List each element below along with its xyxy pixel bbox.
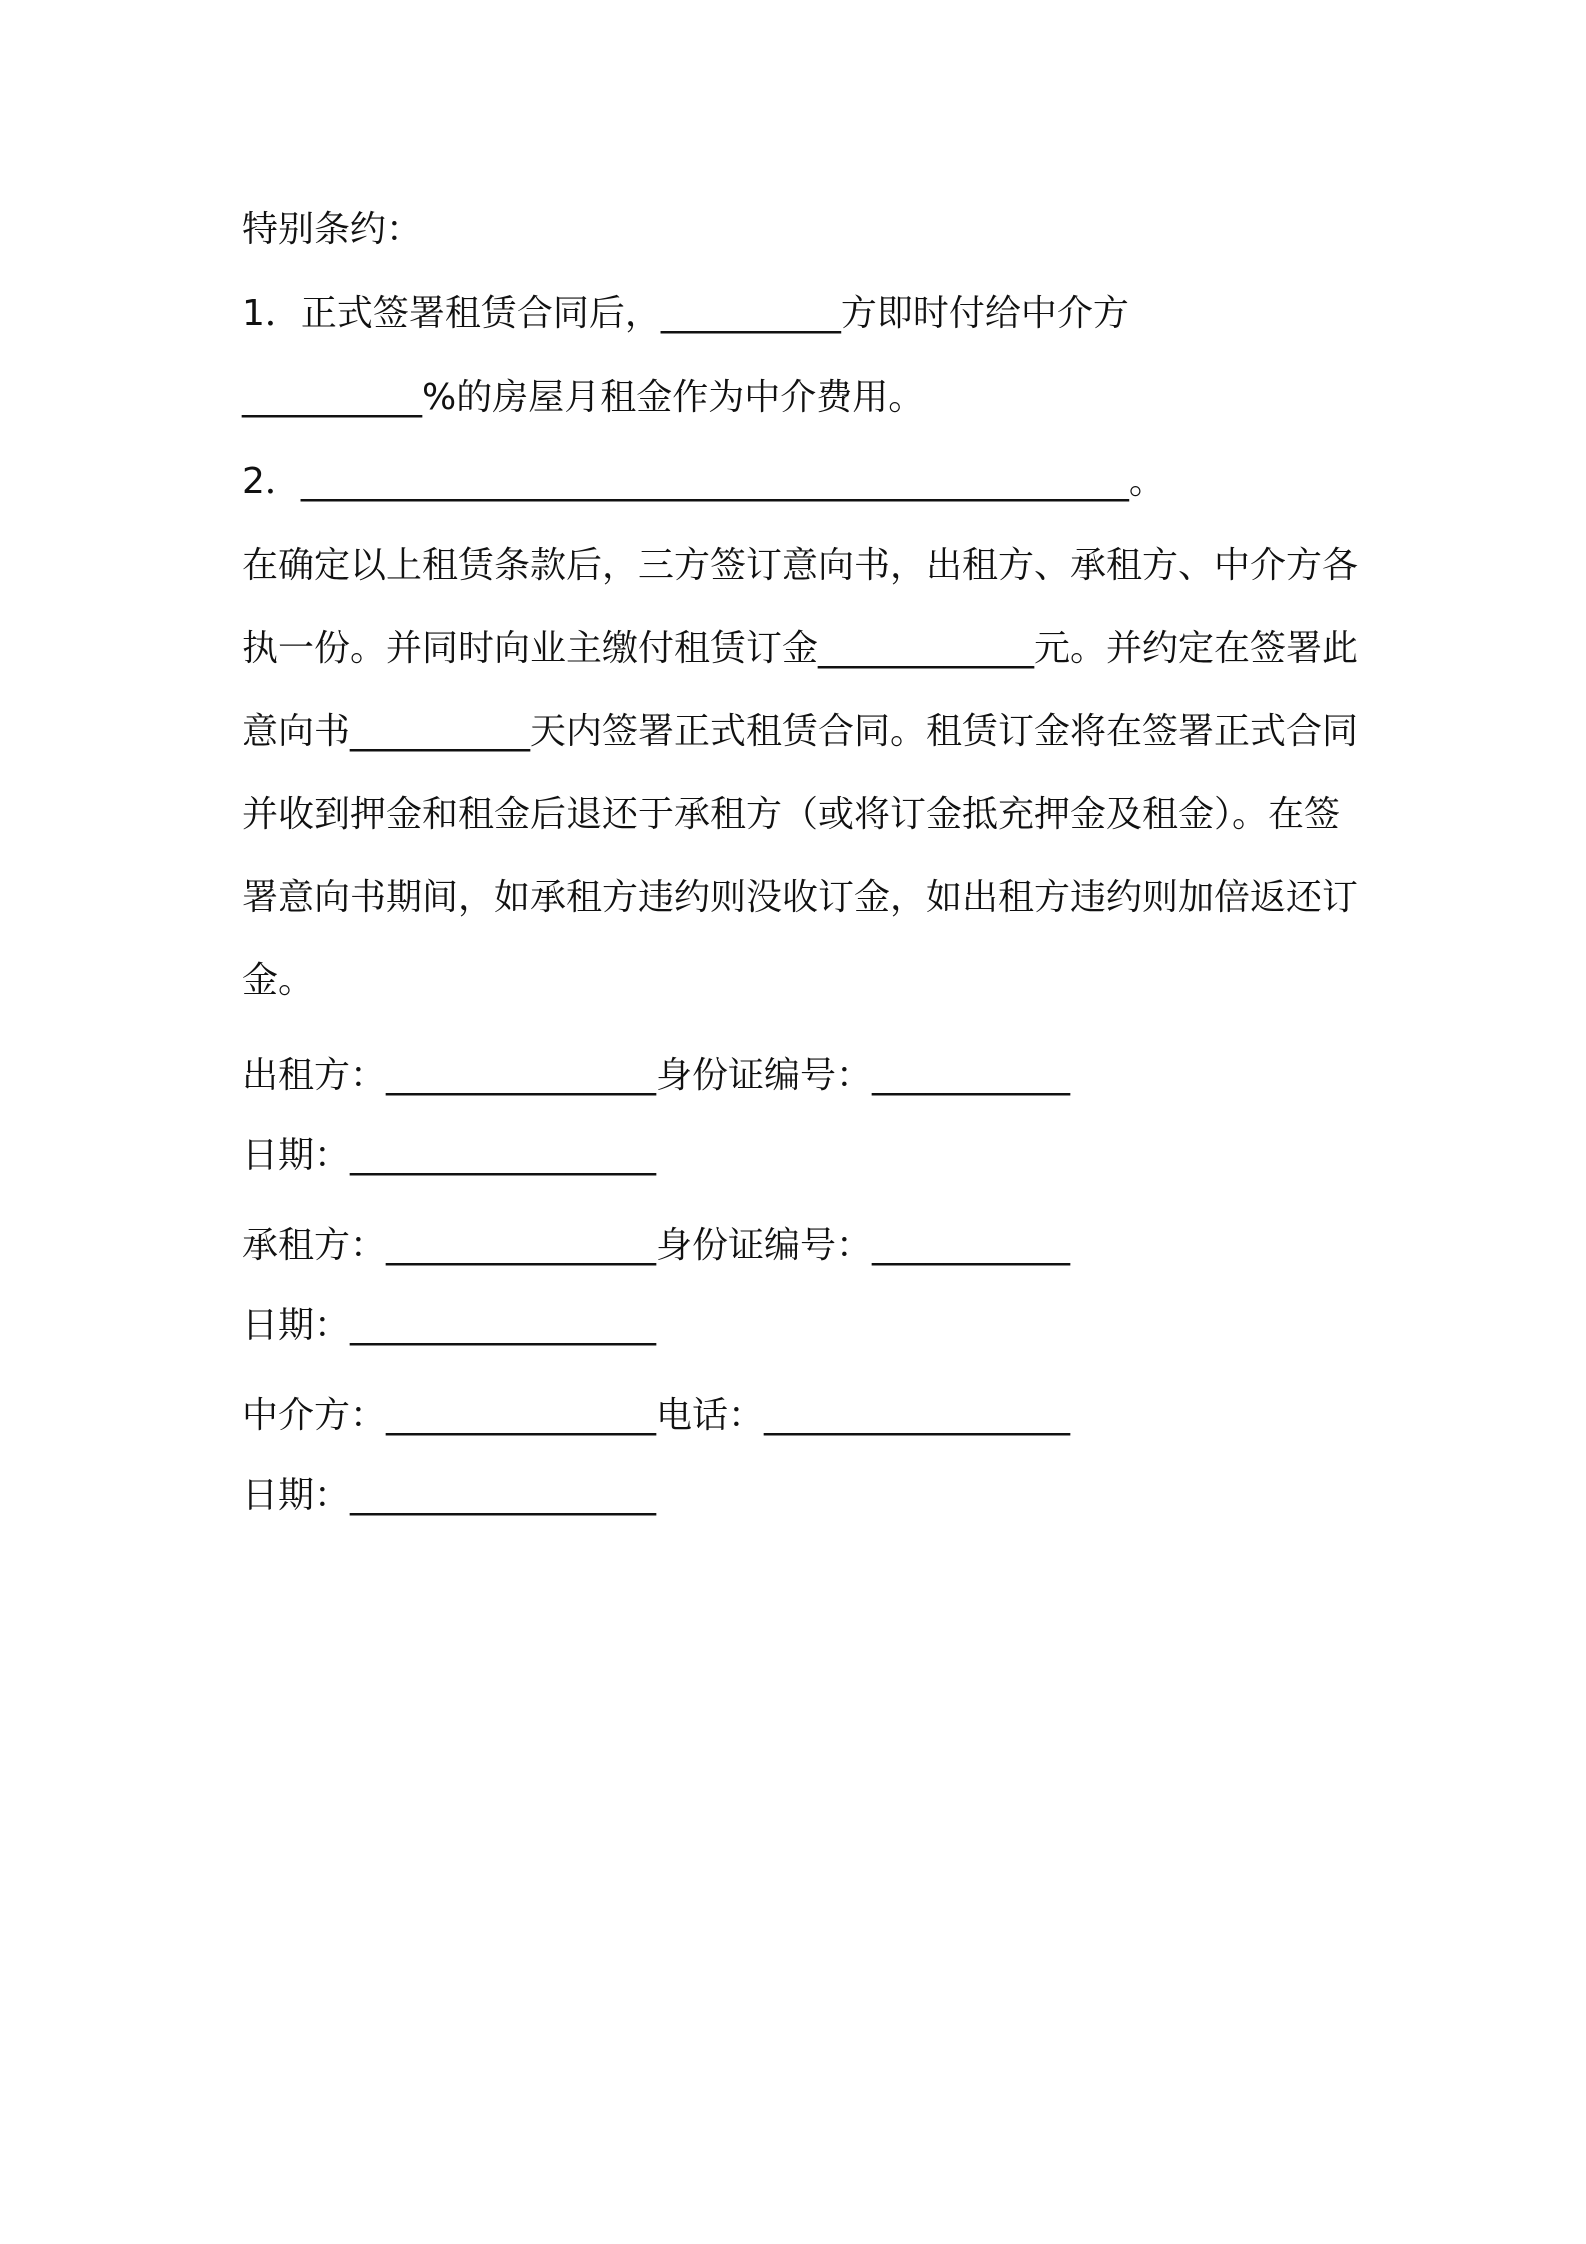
lessor-date-line: 日期：_________________ xyxy=(242,1135,657,1176)
clause-1-line-2: __________%的房屋月租金作为中介费用。 xyxy=(242,377,925,418)
lessee-date-line: 日期：_________________ xyxy=(242,1305,657,1346)
clause-2: 2．______________________________________________。 xyxy=(242,461,1165,502)
agent-signature-line: 中介方：_______________电话：_________________ xyxy=(242,1395,1071,1436)
lessee-signature-line: 承租方：_______________身份证编号：___________ xyxy=(242,1225,1071,1266)
deposit-paragraph: 在确定以上租赁条款后，三方签订意向书，出租方、承租方、中介方各执一份。并同时向业主缴付租赁订金____________元。并约定在签署此意向书__________天内签署正式租赁合同。租赁订金将在签署正式合同并收到押金和租金后退还于承租方（或将订金抵充押金及租金）。在签署意向书期间，如承租方违约则没收订金，如出租方违约则加倍返还订金。 xyxy=(242,545,1359,1001)
special-terms-heading: 特别条约： xyxy=(242,209,423,250)
agent-date-line: 日期：_________________ xyxy=(242,1475,657,1516)
lessor-signature-line: 出租方：_______________身份证编号：___________ xyxy=(242,1055,1071,1096)
clause-1-line-1: 1．正式签署租赁合同后，__________方即时付给中介方 xyxy=(242,293,1129,334)
document-body xyxy=(242,200,1362,1546)
